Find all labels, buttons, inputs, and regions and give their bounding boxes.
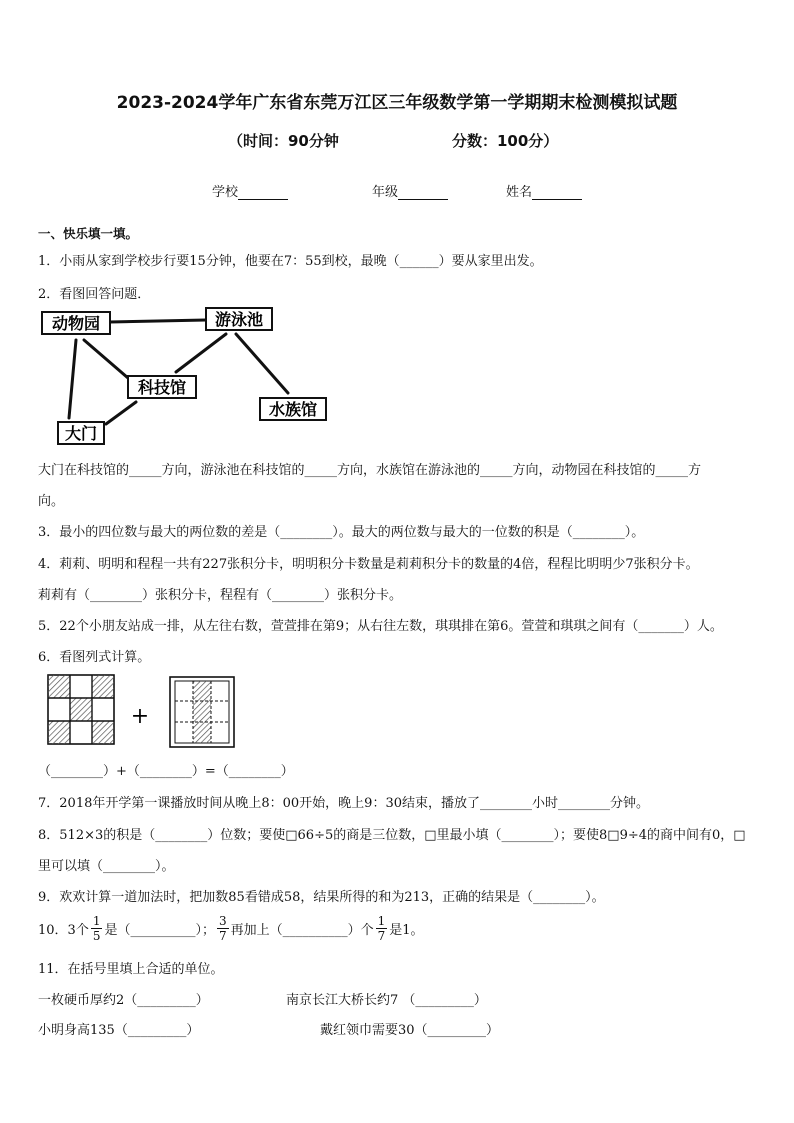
question-1: 1．小雨从家到学校步行要15分钟，他要在7：55到校，最晚（______）要从家里出发。 bbox=[38, 254, 543, 269]
school-blank[interactable] bbox=[238, 185, 288, 200]
score-label: 分数：100分） bbox=[452, 132, 559, 150]
grade-blank[interactable] bbox=[398, 185, 448, 200]
section-title: 一、快乐填一填。 bbox=[38, 226, 139, 241]
path-zoo-gate bbox=[69, 340, 76, 418]
name-blank[interactable] bbox=[532, 185, 582, 200]
unit-item: 南京长江大桥长约7 （_________） bbox=[286, 993, 487, 1008]
question-4-b: 莉莉有（________）张积分卡，程程有（________）张积分卡。 bbox=[38, 588, 403, 603]
fraction-1-5: $\frac{1}{5}$ bbox=[92, 913, 101, 943]
fraction-3-7: $\frac{3}{7}$ bbox=[218, 913, 227, 943]
question-11: 11．在括号里填上合适的单位。 bbox=[38, 962, 224, 977]
q10-suffix: 是1。 bbox=[389, 922, 424, 938]
label-pool: 游泳池 bbox=[214, 310, 264, 329]
shaded-cell bbox=[92, 721, 114, 744]
plus-sign: + bbox=[130, 704, 150, 729]
q10-mid2: 再加上（__________）个 bbox=[230, 922, 374, 938]
question-6: 6．看图列式计算。 bbox=[38, 650, 151, 665]
box-aquarium bbox=[260, 398, 326, 420]
time-label: （时间：90分钟 bbox=[228, 132, 339, 150]
path-science-gate bbox=[106, 402, 136, 424]
unit-item: 戴红领巾需要30（_________） bbox=[320, 1023, 500, 1038]
question-8-a: 8．512×3的积是（________）位数；要使□66÷5的商是三位数，□里最小填（________）；要使8□9÷4的商中间有0，□ bbox=[38, 828, 746, 843]
school-label: 学校 bbox=[212, 185, 239, 200]
label-science: 科技馆 bbox=[137, 378, 187, 397]
question-3: 3．最小的四位数与最大的两位数的差是（________）。最大的两位数与最大的一位数的积是（________）。 bbox=[38, 525, 645, 540]
question-4-a: 4．莉莉、明明和程程一共有227张积分卡，明明积分卡数量是莉莉积分卡的数量的4倍，程程比明明少7张积分卡。 bbox=[38, 557, 699, 572]
path-zoo-pool bbox=[110, 320, 206, 322]
grid-figure-right bbox=[170, 677, 234, 747]
q10-prefix: 10．3个 bbox=[38, 922, 89, 938]
shaded-cell bbox=[92, 675, 114, 698]
name-label: 姓名 bbox=[506, 185, 533, 200]
question-7: 7．2018年开学第一课播放时间从晚上8：00开始，晚上9：30结束，播放了________小时________分钟。 bbox=[38, 796, 649, 811]
grid-figure-left bbox=[48, 675, 114, 744]
map-diagram bbox=[36, 300, 336, 450]
grade-field bbox=[372, 181, 448, 200]
label-gate: 大门 bbox=[64, 424, 98, 443]
path-pool-science bbox=[176, 334, 226, 372]
label-zoo: 动物园 bbox=[51, 314, 101, 333]
question-6-expression: （________）+（________）=（________） bbox=[38, 764, 294, 779]
q6-figures bbox=[44, 673, 240, 751]
shaded-cell bbox=[70, 698, 92, 721]
shaded-cell bbox=[48, 721, 70, 744]
shaded-cell bbox=[48, 675, 70, 698]
fraction-1-7: $\frac{1}{7}$ bbox=[377, 913, 386, 943]
name-field bbox=[506, 181, 582, 200]
question-2-text-a: 大门在科技馆的_____方向，游泳池在科技馆的_____方向，水族馆在游泳池的_____方向，动物园在科技馆的_____方 bbox=[38, 463, 702, 478]
grade-label: 年级 bbox=[372, 185, 399, 200]
box-gate bbox=[58, 422, 104, 444]
school-field bbox=[212, 181, 288, 200]
q10-mid1: 是（__________）； bbox=[104, 922, 215, 938]
unit-item: 小明身高135（_________） bbox=[38, 1023, 200, 1038]
question-2: 2．看图回答问题． bbox=[38, 287, 151, 302]
shaded-column bbox=[193, 681, 211, 743]
question-2-text-b: 向。 bbox=[38, 494, 65, 509]
path-zoo-science bbox=[84, 340, 128, 378]
question-9: 9．欢欢计算一道加法时，把加数85看错成58，结果所得的和为213，正确的结果是（________）。 bbox=[38, 890, 605, 905]
page-title: 2023-2024学年广东省东莞万江区三年级数学第一学期期末检测模拟试题 bbox=[116, 93, 678, 113]
box-science bbox=[128, 376, 196, 398]
box-zoo bbox=[42, 312, 110, 334]
question-8-b: 里可以填（________）。 bbox=[38, 859, 175, 874]
question-5: 5．22个小朋友站成一排，从左往右数，萱萱排在第9；从右往左数，琪琪排在第6。萱萱和琪琪之间有（_______）人。 bbox=[38, 619, 723, 634]
path-pool-aquarium bbox=[236, 334, 288, 393]
label-aquarium: 水族馆 bbox=[268, 400, 318, 419]
unit-item: 一枚硬币厚约2（_________） bbox=[38, 993, 209, 1008]
box-pool bbox=[206, 308, 272, 330]
question-10 bbox=[38, 910, 424, 946]
